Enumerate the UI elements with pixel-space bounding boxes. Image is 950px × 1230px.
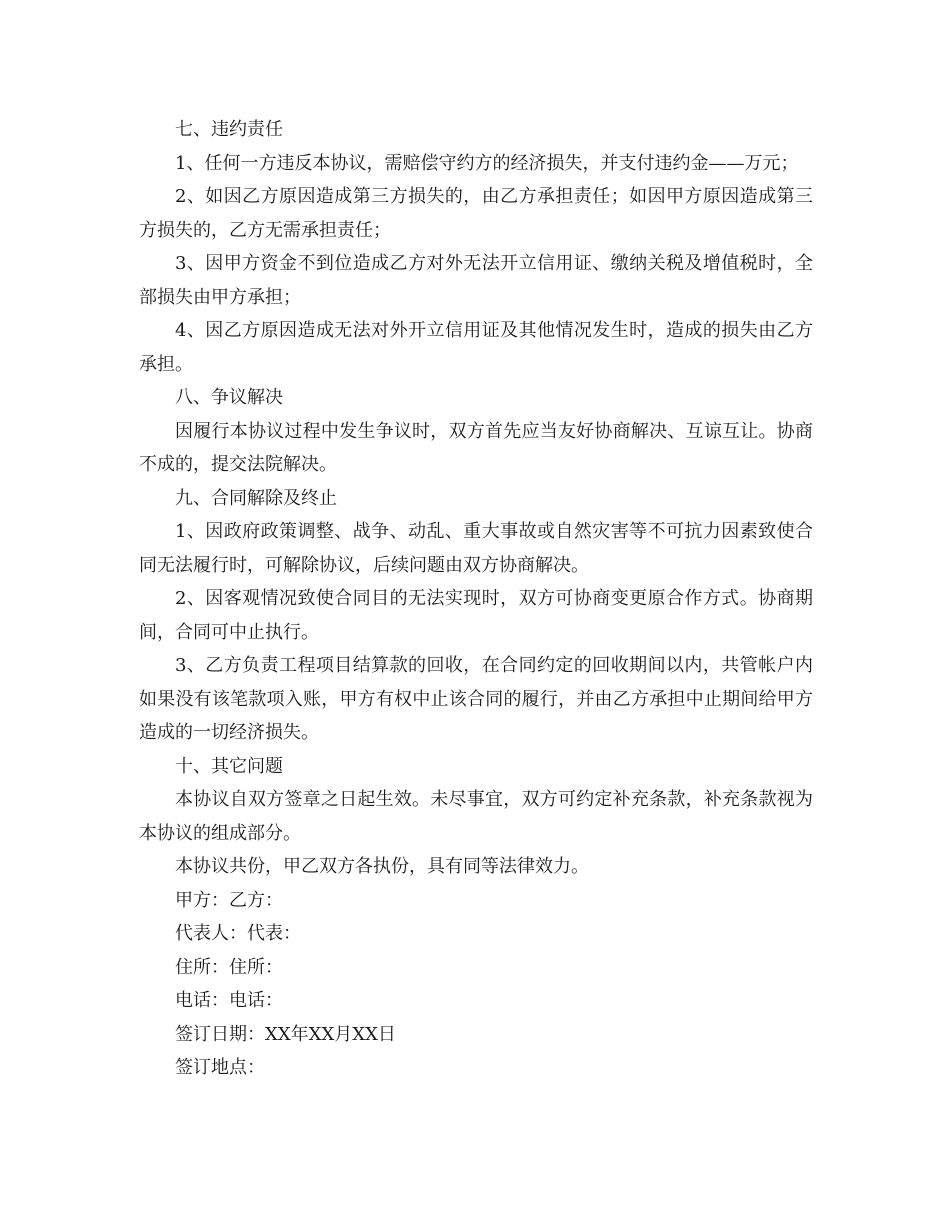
clause-7-2: 2、如因乙方原因造成第三方损失的，由乙方承担责任；如因甲方原因造成第三方损失的，乙方无需承担责任； — [139, 186, 813, 241]
clause-7-4: 4、因乙方原因造成无法对外开立信用证及其他情况发生时，造成的损失由乙方承担。 — [139, 320, 813, 375]
document-body — [139, 113, 813, 1085]
clause-8: 因履行本协议过程中发生争议时，双方首先应当友好协商解决、互谅互让。协商不成的，提交法院解决。 — [139, 420, 813, 475]
clause-7-1: 1、任何一方违反本协议，需赔偿守约方的经济损失，并支付违约金——万元； — [175, 152, 799, 174]
signature-phone-line: 电话：电话： — [175, 990, 283, 1011]
clause-9-1: 1、因政府政策调整、战争、动乱、重大事故或自然灾害等不可抗力因素致使合同无法履行时，可解除协议，后续问题由双方协商解决。 — [139, 521, 813, 576]
section-heading-dispute-resolution: 八、争议解决 — [175, 387, 283, 408]
signature-party-line: 甲方：乙方： — [175, 889, 283, 911]
signature-representative-line: 代表人：代表： — [175, 923, 301, 944]
signing-place-line: 签订地点： — [175, 1057, 265, 1078]
section-heading-breach-liability: 七、违约责任 — [175, 119, 283, 140]
signing-date-line: 签订日期：XX年XX月XX日 — [175, 1023, 396, 1045]
clause-9-2: 2、因客观情况致使合同目的无法实现时，双方可协商变更原合作方式。协商期间，合同可中止执行。 — [139, 588, 813, 643]
clause-10-2: 本协议共份，甲乙双方各执份，具有同等法律效力。 — [175, 856, 589, 877]
section-heading-termination: 九、合同解除及终止 — [175, 487, 337, 509]
clause-10-1: 本协议自双方签章之日起生效。未尽事宜，双方可约定补充条款，补充条款视为本协议的组成部分。 — [139, 789, 813, 844]
section-heading-other-matters: 十、其它问题 — [175, 755, 283, 777]
clause-9-3: 3、乙方负责工程项目结算款的回收，在合同约定的回收期间以内，共管帐户内如果没有该笔款项入账，甲方有权中止该合同的履行，并由乙方承担中止期间给甲方造成的一切经济损失。 — [139, 655, 813, 743]
signature-address-line: 住所：住所： — [175, 956, 283, 978]
clause-7-3: 3、因甲方资金不到位造成乙方对外无法开立信用证、缴纳关税及增值税时，全部损失由甲方承担； — [139, 253, 813, 308]
